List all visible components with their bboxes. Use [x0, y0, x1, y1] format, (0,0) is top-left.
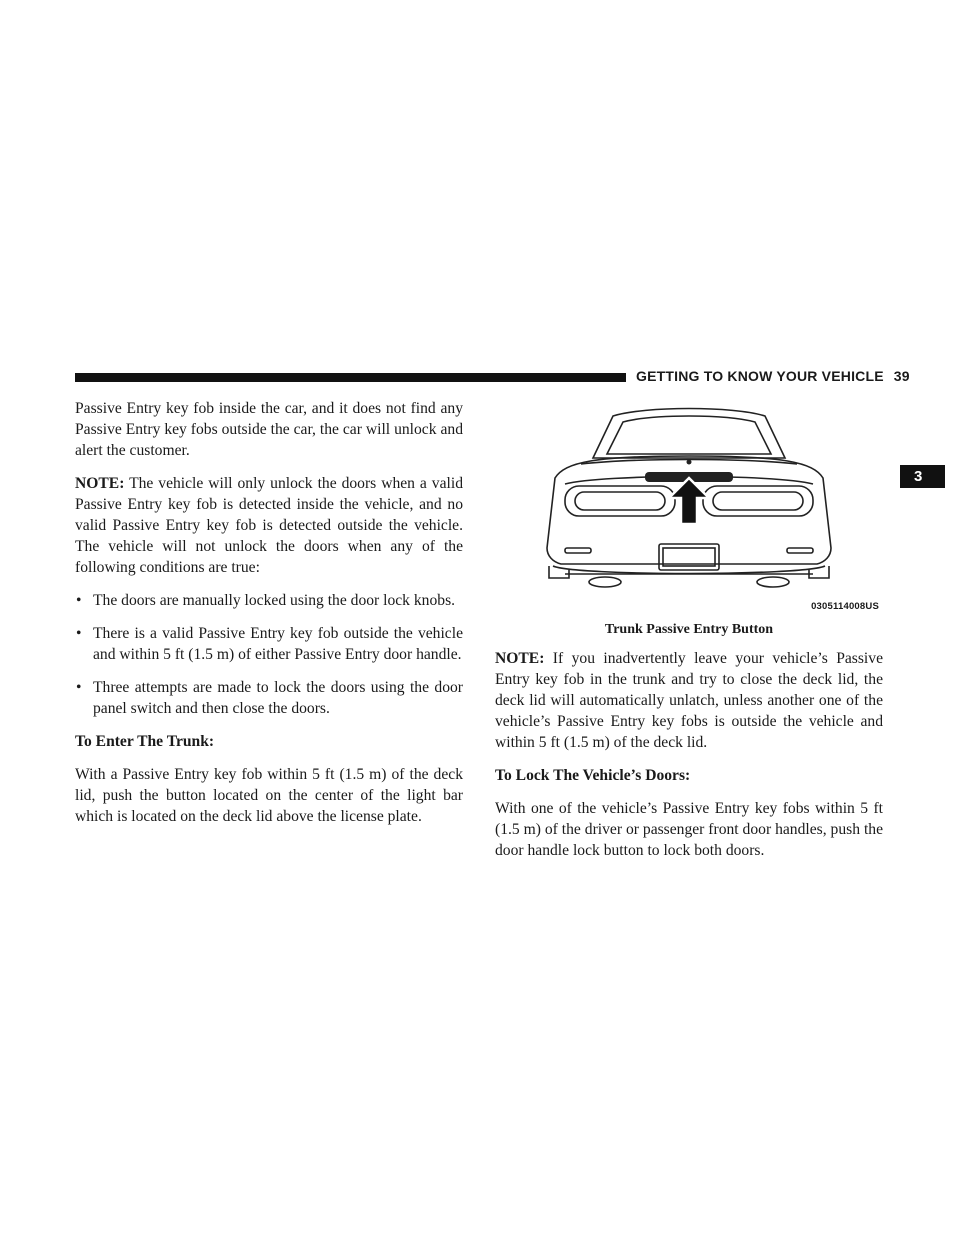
note-label: NOTE: [75, 475, 125, 492]
list-item: • There is a valid Passive Entry key fob outside the vehicle and within 5 ft (1.5 m) of either Passive Entry door handle. [76, 625, 463, 663]
chapter-tab: 3 [900, 465, 945, 488]
bullet-icon: • [76, 679, 82, 696]
lock-doors-paragraph: With one of the vehicle’s Passive Entry key fobs within 5 ft (1.5 m) of the driver or passenger front door handles, push the door handle lock button to lock both doors. [495, 800, 883, 859]
list-item: • The doors are manually locked using the door lock knobs. [76, 592, 456, 609]
section-title: GETTING TO KNOW YOUR VEHICLE [636, 368, 884, 384]
subheading-enter-trunk: To Enter The Trunk: [75, 733, 215, 750]
left-column [75, 398, 463, 839]
car-rear-icon [495, 398, 883, 616]
figure-caption: Trunk Passive Entry Button [604, 622, 774, 637]
note-text: If you inadvertently leave your vehicle’s Passive Entry key fob in the trunk and try to close the deck lid, the deck lid will automatically unlatch, unless another one of the vehicle’s Passive Entry key fobs is outside the vehicle and within 5 ft (1.5 m) of the deck lid. [495, 650, 883, 751]
enter-trunk-paragraph: With a Passive Entry key fob within 5 ft (1.5 m) of the deck lid, push the button located on the center of the light bar which is located on the deck lid above the license plate. [75, 766, 463, 825]
running-header [636, 368, 910, 384]
bullet-icon: • [76, 592, 82, 609]
header-rule [75, 373, 626, 382]
note-label: NOTE: [495, 650, 545, 667]
condition-list [75, 590, 463, 719]
bullet-icon: • [76, 625, 82, 642]
list-item: • Three attempts are made to lock the doors using the door panel switch and then close the doors. [76, 679, 463, 717]
car-rear-illustration [495, 398, 883, 616]
note-text: The vehicle will only unlock the doors when a valid Passive Entry key fob is detected inside the vehicle, and no valid Passive Entry key fob is detected outside the vehicle. The vehicle will not unlock the doors when any of the following conditions are true: [75, 475, 463, 576]
page-number: 39 [893, 368, 910, 384]
note-paragraph [75, 473, 463, 578]
intro-paragraph: Passive Entry key fob inside the car, and it does not find any Passive Entry key fobs outside the car, the car will unlock and alert the customer. [75, 400, 463, 459]
subheading-lock-doors: To Lock The Vehicle’s Doors: [495, 767, 691, 784]
figure-code: 0305114008US [811, 601, 879, 612]
right-column [495, 648, 883, 873]
trunk-note-paragraph [495, 648, 883, 753]
